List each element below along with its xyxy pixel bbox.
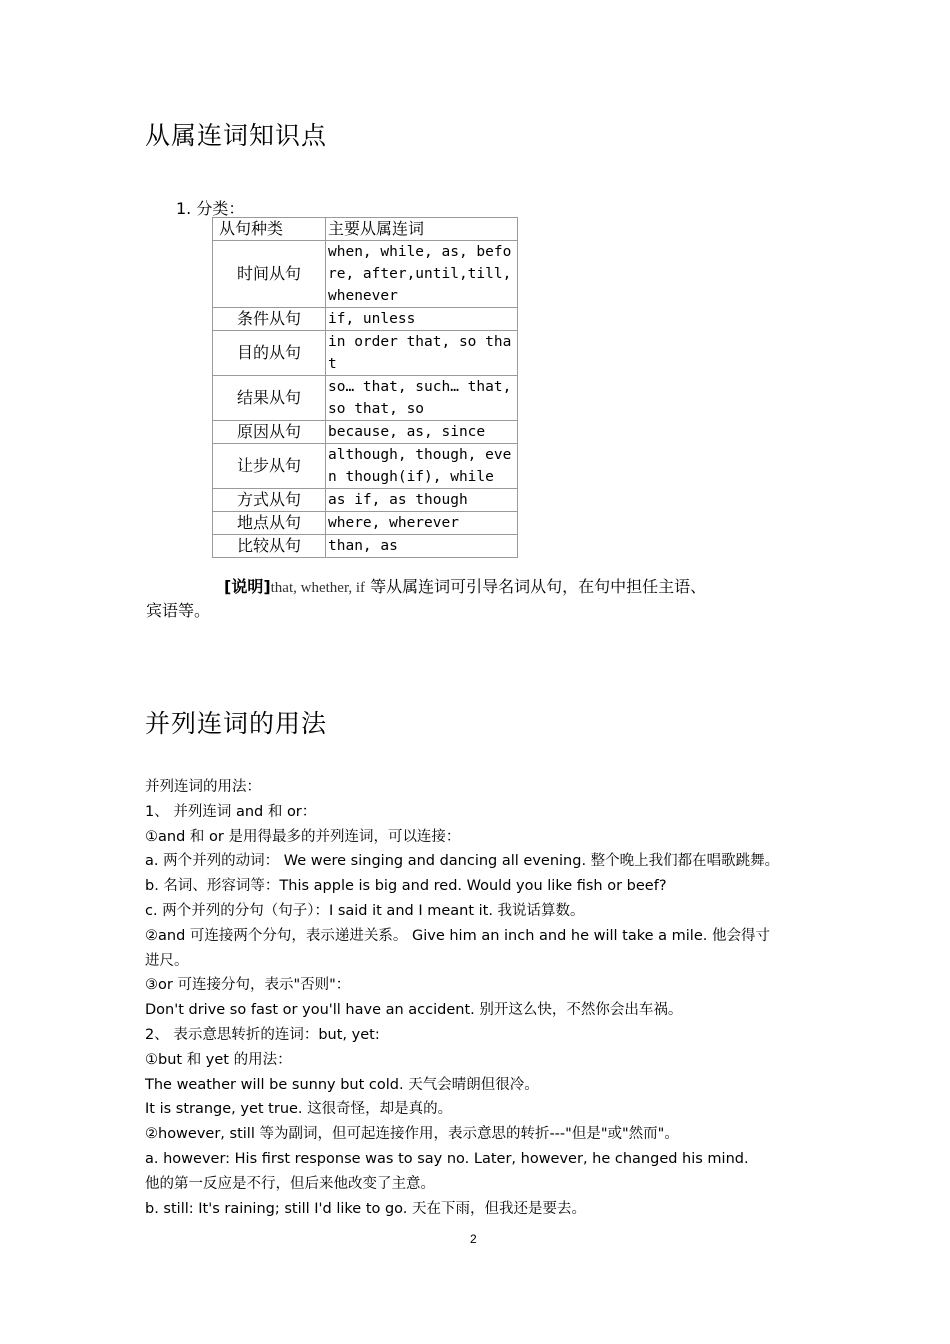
text-line: Don't drive so fast or you'll have an accident. 别开这么快，不然你会出车祸。 [145,1002,683,1019]
text-line: ①but 和 yet 的用法： [145,1051,292,1068]
text-line: The weather will be sunny but cold. 天气会晴朗但很冷。 [145,1076,539,1093]
coordinating-body [145,775,825,1221]
clause-type: 原因从句 [213,421,326,444]
text-line: b. 名词、形容词等：This apple is big and red. Would you like fish or beef? [145,878,667,895]
text-line: 进尺。 [145,952,189,969]
note-line [224,574,706,597]
text-line: ②however, still 等为副词，但可起连接作用，表示意思的转折---"但是"或"然而"。 [145,1126,679,1143]
text-line: 并列连词的用法： [145,779,261,795]
text-line: 1、 并列连词 and 和 or： [145,803,317,820]
clause-type: 比较从句 [213,535,326,558]
conjunction-list: as if, as though [326,489,518,512]
note-words: that, whether, if [270,580,366,596]
text-line: ①and 和 or 是用得最多的并列连词，可以连接： [145,828,461,845]
conjunction-list: because, as, since [326,421,518,444]
table-row [213,376,518,421]
table-row [213,512,518,535]
conjunction-list: where, wherever [326,512,518,535]
classification-label: 1. 分类： [176,199,245,218]
clause-type: 时间从句 [213,241,326,308]
text-line: a. 两个并列的动词： We were singing and dancing all evening. 整个晚上我们都在唱歌跳舞。 [145,853,780,870]
table-row [213,444,518,489]
text-line: b. still: It's raining; still I'd like to go. 天在下雨，但我还是要去。 [145,1200,587,1217]
conjunction-list: in order that, so that [326,331,518,376]
header-clause-type: 从句种类 [213,218,326,241]
table-row [213,421,518,444]
clause-type: 方式从句 [213,489,326,512]
clause-type: 条件从句 [213,308,326,331]
conjunction-list: so… that, such… that, so that, so [326,376,518,421]
section-title-coordinating: 并列连词的用法 [145,709,328,738]
text-line: It is strange, yet true. 这很奇怪，却是真的。 [145,1101,453,1118]
conjunction-list: if, unless [326,308,518,331]
clause-type: 让步从句 [213,444,326,489]
text-line: a. however: His first response was to say no. Later, however, he changed his mind. [145,1150,749,1167]
table-row [213,489,518,512]
text-line: ②and 可连接两个分句，表示递进关系。 Give him an inch and he will take a mile. 他会得寸 [145,927,770,944]
conjunction-list: than, as [326,535,518,558]
table-row [213,241,518,308]
note-continuation: 宾语等。 [146,601,211,620]
text-line: 他的第一反应是不行，但后来他改变了主意。 [145,1175,435,1192]
header-conjunctions: 主要从属连词 [326,218,518,241]
note-text: 等从属连词可引导名词从句，在句中担任主语、 [365,577,707,596]
conjunction-list: when, while, as, before, after,until,till,whenever [326,241,518,308]
table-row [213,308,518,331]
text-line: c. 两个并列的分句（句子）：I said it and I meant it. 我说话算数。 [145,902,585,919]
conjunction-table [212,217,518,558]
clause-type: 目的从句 [213,331,326,376]
table-header-row [213,218,518,241]
page-number: 2 [470,1232,477,1246]
text-line: 2、 表示意思转折的连词：but, yet: [145,1026,380,1043]
section-title-subordinating: 从属连词知识点 [145,121,328,150]
text-line: ③or 可连接分句，表示"否则"： [145,977,351,994]
clause-type: 结果从句 [213,376,326,421]
table-row [213,535,518,558]
note-label: [说明] [224,577,271,596]
clause-type: 地点从句 [213,512,326,535]
table-row [213,331,518,376]
conjunction-list: although, though, even though(if), while [326,444,518,489]
